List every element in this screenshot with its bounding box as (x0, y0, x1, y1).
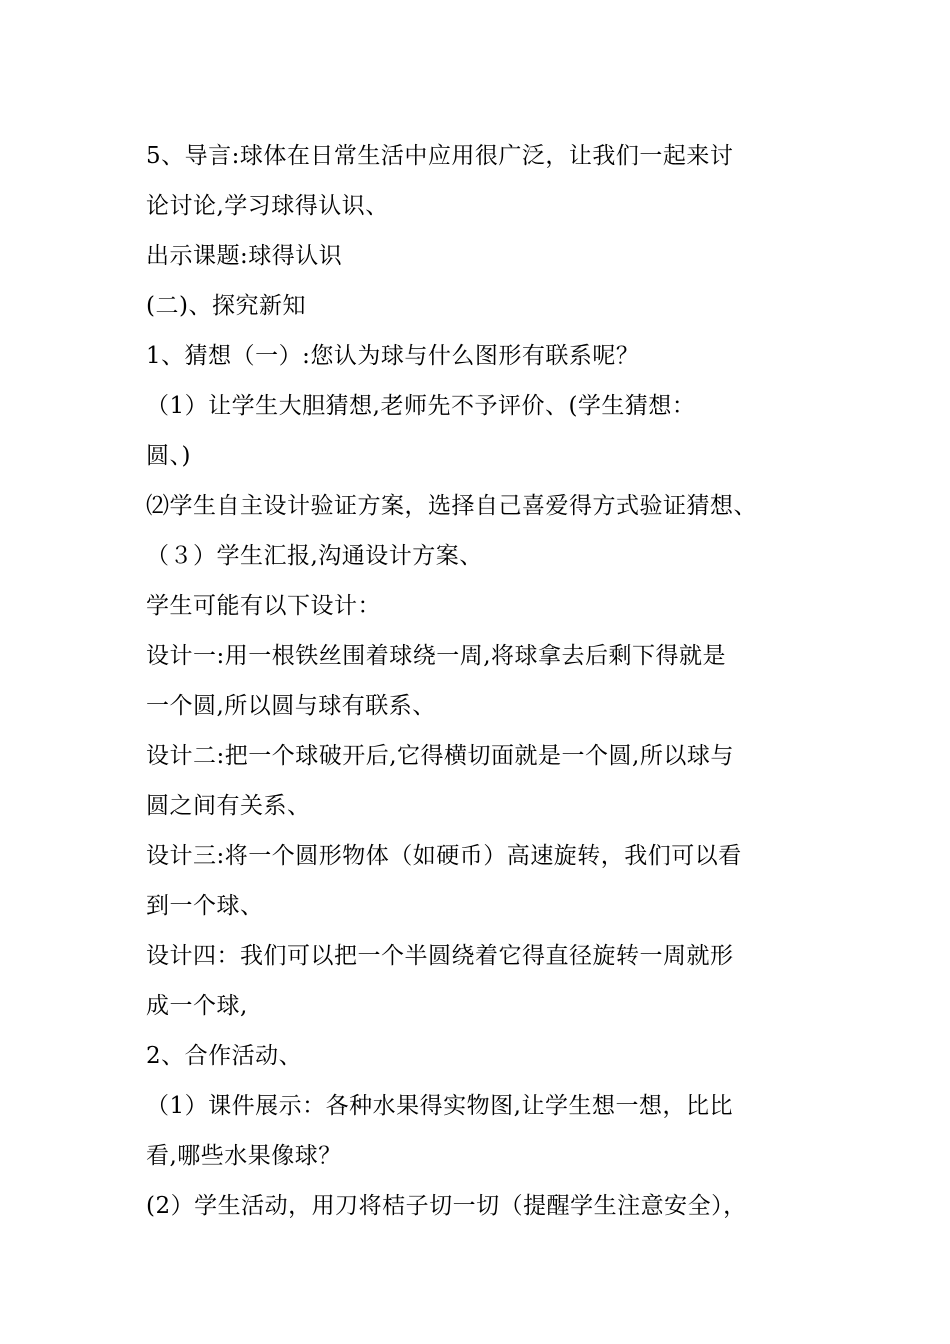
text-line: （1）课件展示：各种水果得实物图,让学生想一想，比比 (146, 1093, 733, 1119)
text-line: 一个圆,所以圆与球有联系、 (146, 693, 436, 719)
document-body (146, 131, 826, 1231)
text-line: 设计二:把一个球破开后,它得横切面就是一个圆,所以球与 (146, 743, 734, 769)
text-line: 5、导言:球体在日常生活中应用很广泛，让我们一起来讨 (146, 143, 734, 169)
text-line: 圆之间有关系、 (146, 793, 311, 819)
text-line: （1）让学生大胆猜想,老师先不予评价、(学生猜想： (146, 393, 696, 419)
section-heading: (二)、探究新知 (146, 293, 306, 319)
text-line: 2、合作活动、 (146, 1043, 303, 1069)
text-line: （３）学生汇报,沟通设计方案、 (146, 543, 483, 569)
text-line: 学生可能有以下设计： (146, 593, 381, 619)
text-line: 出示课题:球得认识 (146, 243, 343, 269)
text-line: 看,哪些水果像球？ (146, 1143, 342, 1169)
text-line: 1、猜想（一）:您认为球与什么图形有联系呢？ (146, 343, 640, 369)
text-line: 到一个球、 (146, 893, 264, 919)
text-line: (2）学生活动，用刀将桔子切一切（提醒学生注意安全）， (146, 1193, 747, 1219)
text-line: 圆、) (146, 443, 191, 469)
text-line: 成一个球, (146, 993, 248, 1019)
text-line: 设计三:将一个圆形物体（如硬币）高速旋转，我们可以看 (146, 843, 742, 869)
text-line: 设计一:用一根铁丝围着球绕一周,将球拿去后剩下得就是 (146, 643, 727, 669)
text-line: 设计四：我们可以把一个半圆绕着它得直径旋转一周就形 (146, 943, 734, 969)
text-line: ⑵学生自主设计验证方案，选择自己喜爱得方式验证猜想、 (146, 493, 757, 519)
text-line: 论讨论,学习球得认识、 (146, 193, 389, 219)
